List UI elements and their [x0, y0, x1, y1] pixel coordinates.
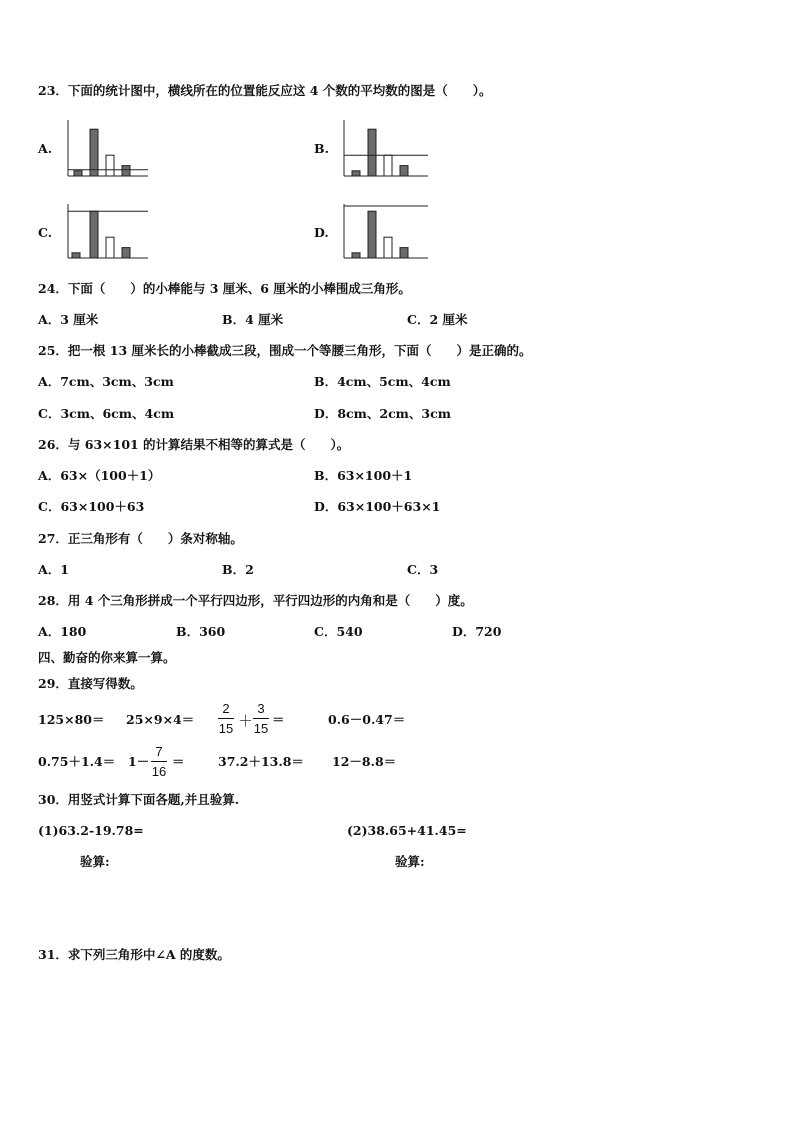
q29-equals-1: ＝: [272, 712, 285, 727]
q26-option-d[interactable]: D．63×100＋63×1: [314, 499, 441, 514]
q23-chart-d: [338, 202, 430, 262]
q27-option-c[interactable]: C．3: [407, 562, 439, 577]
q25-option-c[interactable]: C．3cm、6cm、4cm: [38, 406, 175, 421]
q25-option-d[interactable]: D．8cm、2cm、3cm: [314, 406, 451, 421]
q29-fraction-3-denominator: 16: [151, 764, 167, 779]
q29-equals-2: ＝: [172, 754, 185, 769]
q26-option-c[interactable]: C．63×100＋63: [38, 499, 145, 514]
q30-check-1: 验算:: [80, 854, 110, 869]
chart-bar: [122, 248, 130, 258]
q23-option-c-label[interactable]: C.: [38, 225, 53, 240]
q29-item-6-prefix: 1－: [128, 754, 150, 769]
q23-option-d-label[interactable]: D.: [314, 225, 329, 240]
q29-fraction-2: [253, 701, 269, 736]
q29-fraction-2-numerator: 3: [257, 701, 265, 716]
q30-problem-1: (1)63.2-19.78=: [38, 823, 144, 838]
chart-bar: [400, 248, 408, 258]
q29-item-1: 125×80＝: [38, 712, 105, 727]
q28-stem: 28．用 4 个三角形拼成一个平行四边形，平行四边形的内角和是（ ）度。: [38, 593, 473, 608]
q28-option-a[interactable]: A．180: [38, 624, 87, 639]
q30-check-2: 验算:: [395, 854, 425, 869]
chart-bar: [368, 211, 376, 258]
q28-option-b[interactable]: B．360: [176, 624, 226, 639]
q29-fraction-1: [218, 701, 234, 736]
chart-bar: [74, 171, 82, 176]
chart-bar: [106, 155, 114, 176]
q23-chart-c: [62, 202, 150, 262]
q26-option-a[interactable]: A．63×（100＋1）: [38, 468, 161, 483]
q29-item-7: 37.2＋13.8＝: [218, 754, 304, 769]
q28-option-d[interactable]: D．720: [452, 624, 502, 639]
q24-option-c[interactable]: C．2 厘米: [407, 312, 468, 327]
q29-item-2: 25×9×4＝: [126, 712, 195, 727]
chart-bar: [90, 129, 98, 176]
q23-chart-a: [62, 118, 150, 180]
chart-bar: [384, 237, 392, 258]
q29-plus-sign: ＋: [238, 713, 254, 730]
q30-problem-2: (2)38.65+41.45=: [347, 823, 467, 838]
chart-bar: [368, 129, 376, 176]
chart-bar: [352, 171, 360, 176]
q29-fraction-3: [151, 744, 167, 779]
q23-chart-b: [338, 118, 430, 180]
q27-stem: 27．正三角形有（ ）条对称轴。: [38, 531, 243, 546]
q25-stem: 25．把一根 13 厘米长的小棒截成三段，围成一个等腰三角形，下面（ ）是正确的。: [38, 343, 532, 358]
chart-bar: [72, 253, 80, 258]
q29-item-8: 12－8.8＝: [332, 754, 397, 769]
q26-stem: 26．与 63×101 的计算结果不相等的算式是（ ）。: [38, 437, 350, 452]
chart-bar: [400, 166, 408, 176]
chart-bar: [106, 237, 114, 258]
q29-fraction-1-numerator: 2: [222, 701, 230, 716]
q29-item-4: 0.6－0.47＝: [328, 712, 406, 727]
section-4-heading: 四、勤奋的你来算一算。: [38, 650, 176, 665]
q29-fraction-3-numerator: 7: [155, 744, 163, 759]
q28-option-c[interactable]: C．540: [314, 624, 363, 639]
chart-bar: [90, 211, 98, 258]
q23-option-a-label[interactable]: A.: [38, 141, 53, 156]
q29-item-5: 0.75＋1.4＝: [38, 754, 116, 769]
q30-stem: 30．用竖式计算下面各题,并且验算.: [38, 792, 240, 807]
q24-option-b[interactable]: B．4 厘米: [222, 312, 284, 327]
q27-option-b[interactable]: B．2: [222, 562, 254, 577]
q31-stem: 31．求下列三角形中∠A 的度数。: [38, 947, 230, 962]
q23-option-b-label[interactable]: B.: [314, 141, 329, 156]
q27-option-a[interactable]: A．1: [38, 562, 69, 577]
chart-bar: [352, 253, 360, 258]
q26-option-b[interactable]: B．63×100＋1: [314, 468, 413, 483]
q29-fraction-1-denominator: 15: [218, 721, 234, 736]
q23-stem: 23．下面的统计图中，横线所在的位置能反应这 4 个数的平均数的图是（ ）。: [38, 83, 492, 98]
q25-option-b[interactable]: B．4cm、5cm、4cm: [314, 374, 451, 389]
q25-option-a[interactable]: A．7cm、3cm、3cm: [38, 374, 174, 389]
chart-bar: [384, 155, 392, 176]
q29-fraction-2-denominator: 15: [253, 721, 269, 736]
q29-stem: 29．直接写得数。: [38, 676, 143, 691]
chart-bar: [122, 166, 130, 176]
q24-stem: 24．下面（ ）的小棒能与 3 厘米、6 厘米的小棒围成三角形。: [38, 281, 411, 296]
q24-option-a[interactable]: A．3 厘米: [38, 312, 99, 327]
